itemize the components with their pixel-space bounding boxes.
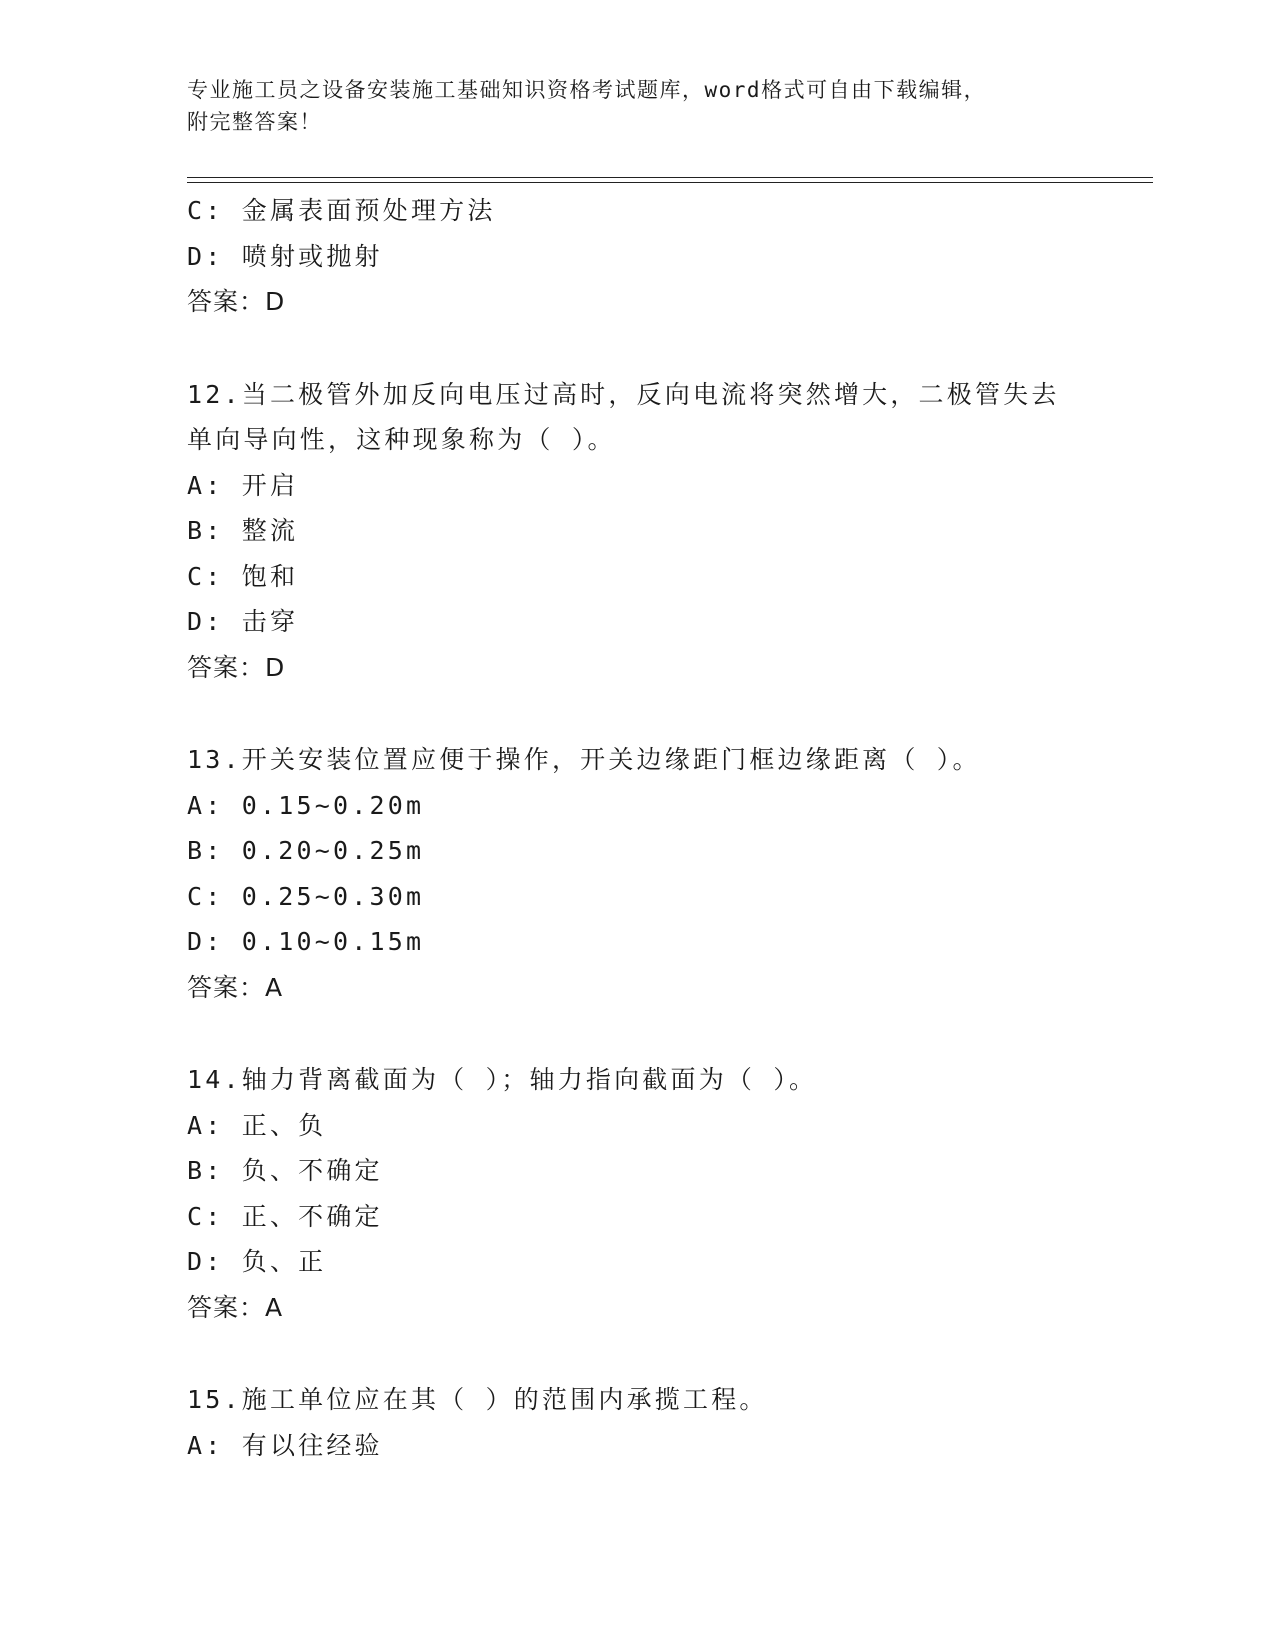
question-stem: 15.施工单位应在其（ ）的范围内承揽工程。: [187, 1385, 768, 1414]
option-d: D: 0.10~0.15m: [187, 927, 425, 956]
question-stem: 13.开关安装位置应便于操作，开关边缘距门框边缘距离（ ）。: [187, 745, 981, 774]
answer-line: 答案：A: [187, 1292, 284, 1322]
answer-line: 答案：D: [187, 652, 286, 682]
option-a: A: 开启: [187, 470, 299, 500]
option-c: C: 0.25~0.30m: [187, 881, 425, 911]
question-stem: 12.当二极管外加反向电压过高时，反向电流将突然增大，二极管失去: [187, 379, 1060, 409]
question-14: [187, 1057, 1153, 1330]
question-stem: 单向导向性，这种现象称为（ ）。: [187, 425, 616, 454]
answer-line: 答案：A: [187, 972, 284, 1002]
option-c: C: 金属表面预处理方法: [187, 196, 496, 225]
option-d: D: 喷射或抛射: [187, 241, 383, 271]
option-b: B: 整流: [187, 516, 299, 545]
header-line-1: 专业施工员之设备安装施工基础知识资格考试题库，word格式可自由下载编辑，: [187, 78, 987, 102]
spacer: [187, 1010, 1153, 1057]
option-b: B: 负、不确定: [187, 1156, 383, 1185]
header-rule-bottom: [187, 182, 1153, 183]
question-11-continued: [187, 188, 1153, 325]
spacer: [187, 690, 1153, 737]
question-13: [187, 737, 1153, 1010]
page-header: [187, 74, 1087, 138]
option-c: C: 饱和: [187, 561, 299, 591]
option-d: D: 负、正: [187, 1247, 327, 1276]
header-line-2: 附完整答案！: [187, 110, 322, 134]
question-15: [187, 1377, 1153, 1468]
spacer: [187, 325, 1153, 372]
spacer: [187, 1330, 1153, 1377]
option-c: C: 正、不确定: [187, 1201, 383, 1231]
option-d: D: 击穿: [187, 607, 299, 636]
question-list: [187, 188, 1153, 1468]
question-12: [187, 372, 1153, 691]
question-stem: 14.轴力背离截面为（ ）；轴力指向截面为（ ）。: [187, 1065, 818, 1094]
option-b: B: 0.20~0.25m: [187, 836, 425, 865]
option-a: A: 有以往经验: [187, 1430, 383, 1460]
answer-line: 答案：D: [187, 287, 286, 316]
header-rule-top: [187, 177, 1153, 178]
option-a: A: 0.15~0.20m: [187, 790, 425, 820]
option-a: A: 正、负: [187, 1110, 327, 1140]
